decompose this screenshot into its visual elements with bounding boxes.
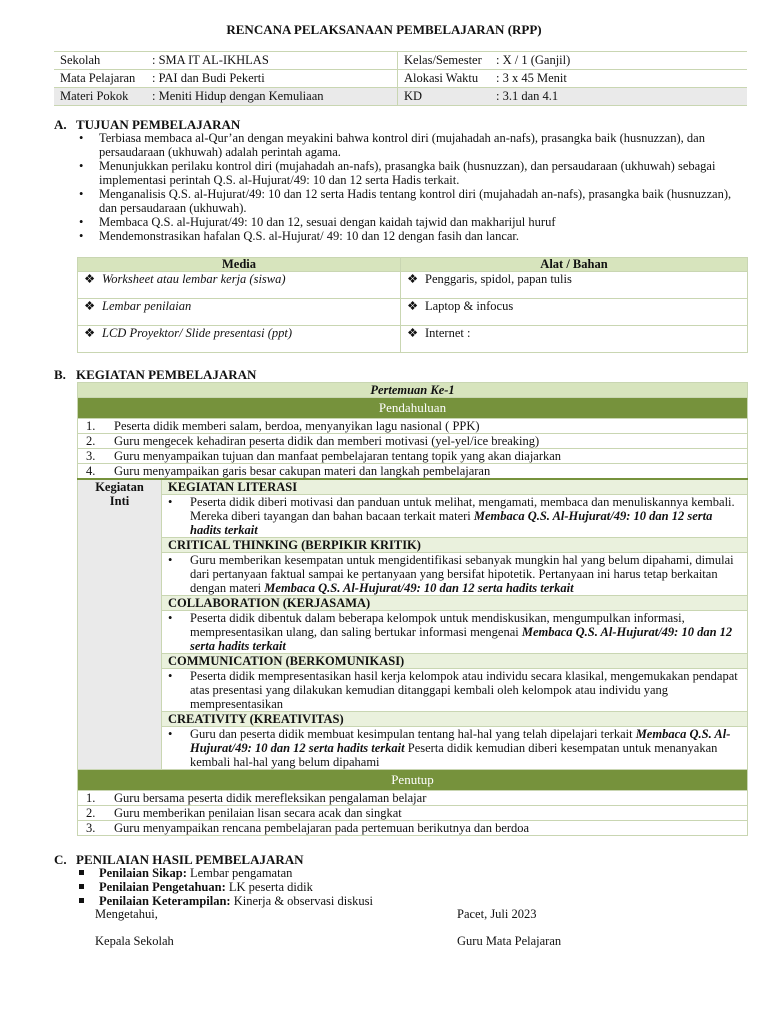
creativity-heading: CREATIVITY (KREATIVITAS) bbox=[162, 712, 748, 727]
section-c-heading: C. PENILAIAN HASIL PEMBELAJARAN bbox=[54, 852, 304, 867]
class-value: : X / 1 (Ganjil) bbox=[496, 53, 571, 67]
table-row: 1. Peserta didik memberi salam, berdoa, menyanyikan lagu nasional ( PPK) bbox=[78, 419, 748, 434]
topic-label: Materi Pokok bbox=[60, 89, 129, 103]
bullet-icon: • bbox=[79, 131, 84, 145]
class-label: Kelas/Semester bbox=[404, 53, 482, 67]
table-row: 3. Guru menyampaikan rencana pembelajaran pada pertemuan berikutnya dan berdoa bbox=[78, 821, 748, 836]
alat-header: Alat / Bahan bbox=[401, 258, 748, 272]
collaboration-heading: COLLABORATION (KERJASAMA) bbox=[162, 596, 748, 611]
diamond-bullet-icon: ❖ bbox=[407, 299, 419, 313]
table-row: 2. Guru memberikan penilaian lisan secara acak dan singkat bbox=[78, 806, 748, 821]
sign-right-date: Pacet, Juli 2023 bbox=[457, 907, 537, 921]
communication-item: • Peserta didik mempresentasikan hasil kerja kelompok atau individu secara klasikal, mengemukakan pendapat atas presentasi yang dilakukan kemudian ditanggapi kembali oleh kelompok atau individu yang mempresentasikan bbox=[162, 669, 748, 712]
critical-item: • Guru memberikan kesempatan untuk mengidentifikasi sebanyak mungkin hal yang belum dipahami, dimulai dari pertanyaan faktual sampai ke pertanyaan yang bersifat hipotetik. Pertanyaan ini harus tetap berkaitan dengan materi Membaca Q.S. Al-Hujurat/49: 10 dan 12 serta hadits terkait bbox=[162, 553, 748, 596]
section-a-heading: A. TUJUAN PEMBELAJARAN bbox=[54, 117, 241, 132]
inti-label: Kegiatan Inti bbox=[78, 479, 162, 770]
sign-left-role: Kepala Sekolah bbox=[95, 934, 174, 948]
diamond-bullet-icon: ❖ bbox=[84, 272, 96, 286]
bullet-icon: • bbox=[79, 187, 84, 201]
bullet-icon: • bbox=[168, 495, 173, 509]
literasi-item: • Peserta didik diberi motivasi dan panduan untuk melihat, mengamati, membaca dan menuliskannya kembali. Mereka diberi tayangan dan bahan bacaan terkait materi Membaca Q.S. Al-Hujurat/49: 10 dan 12 serta hadits terkait bbox=[162, 495, 748, 538]
table-row: ❖ Lembar penilaian ❖ Laptop & infocus bbox=[78, 299, 748, 326]
square-bullet-icon bbox=[79, 870, 84, 875]
literasi-heading: KEGIATAN LITERASI bbox=[162, 479, 748, 495]
table-row: ❖ LCD Proyektor/ Slide presentasi (ppt) ❖ Internet : bbox=[78, 326, 748, 353]
bullet-icon: • bbox=[168, 669, 173, 683]
diamond-bullet-icon: ❖ bbox=[84, 299, 96, 313]
list-item: Penilaian Pengetahuan: LK peserta didik bbox=[77, 880, 373, 894]
collaboration-item: • Peserta didik dibentuk dalam beberapa kelompok untuk mendiskusikan, mengumpulkan informasi, mempresentasikan ulang, dan saling bertukar informasi mengenai Membaca Q.S. Al-Hujurat/49: 10 dan 12 serta hadits terkait bbox=[162, 611, 748, 654]
communication-heading: COMMUNICATION (BERKOMUNIKASI) bbox=[162, 654, 748, 669]
time-value: : 3 x 45 Menit bbox=[496, 71, 567, 85]
table-row: 3. Guru menyampaikan tujuan dan manfaat pembelajaran tentang topik yang akan diajarkan bbox=[78, 449, 748, 464]
assessment-list bbox=[77, 866, 373, 908]
subject-value: : PAI dan Budi Pekerti bbox=[152, 71, 265, 85]
objectives-list bbox=[77, 131, 747, 243]
creativity-item: • Guru dan peserta didik membuat kesimpulan tentang hal-hal yang telah dipelajari terkait Membaca Q.S. Al-Hujurat/49: 10 dan 12 serta hadits terkait Peserta didik kemudian diberi kesempatan untuk menanyakan kembali hal-hal yang belum dipahami bbox=[162, 727, 748, 770]
kd-value: : 3.1 dan 4.1 bbox=[496, 89, 559, 103]
media-table bbox=[77, 257, 748, 353]
topic-value: : Meniti Hidup dengan Kemuliaan bbox=[152, 89, 324, 103]
list-item: Penilaian Sikap: Lembar pengamatan bbox=[77, 866, 373, 880]
table-row: 1. Guru bersama peserta didik merefleksikan pengalaman belajar bbox=[78, 791, 748, 806]
identity-row bbox=[54, 52, 747, 70]
diamond-bullet-icon: ❖ bbox=[407, 272, 419, 286]
list-item: • Menunjukkan perilaku kontrol diri (mujahadah an-nafs), prasangka baik (husnuzzan), dan persaudaraan (ukhuwah) sebagai implementasi perintah Q.S. al-Hujurat/49: 10 dan 12 serta Hadis terkait. bbox=[79, 159, 716, 187]
bullet-icon: • bbox=[168, 553, 173, 567]
square-bullet-icon bbox=[79, 898, 84, 903]
diamond-bullet-icon: ❖ bbox=[407, 326, 419, 340]
identity-table bbox=[54, 51, 747, 106]
time-label: Alokasi Waktu bbox=[404, 71, 479, 85]
school-label: Sekolah bbox=[60, 53, 101, 67]
bullet-icon: • bbox=[79, 215, 84, 229]
bullet-icon: • bbox=[168, 727, 173, 741]
sign-right-role: Guru Mata Pelajaran bbox=[457, 934, 562, 948]
list-item: • Terbiasa membaca al-Qur’an dengan meyakini bahwa kontrol diri (mujahadah an-nafs), prasangka baik (husnuzzan), dan persaudaraan (ukhuwah) adalah perintah agama. bbox=[79, 131, 705, 159]
table-row: 4. Guru menyampaikan garis besar cakupan materi dan langkah pembelajaran bbox=[78, 464, 748, 480]
media-header: Media bbox=[78, 258, 401, 272]
subject-label: Mata Pelajaran bbox=[60, 71, 136, 85]
critical-heading: CRITICAL THINKING (BERPIKIR KRITIK) bbox=[162, 538, 748, 553]
kd-label: KD bbox=[404, 89, 423, 103]
diamond-bullet-icon: ❖ bbox=[84, 326, 96, 340]
meeting-label: Pertemuan Ke-1 bbox=[78, 383, 748, 398]
identity-row bbox=[54, 88, 747, 106]
bullet-icon: • bbox=[79, 229, 84, 243]
penutup-bar: Penutup bbox=[78, 770, 748, 791]
list-item: • Mendemonstrasikan hafalan Q.S. al-Hujurat/ 49: 10 dan 12 dengan fasih dan lancar. bbox=[79, 229, 520, 243]
list-item: Penilaian Keterampilan: Kinerja & observasi diskusi bbox=[77, 894, 373, 908]
section-b-heading: B. KEGIATAN PEMBELAJARAN bbox=[54, 367, 257, 382]
identity-row bbox=[54, 70, 747, 88]
table-row: 2. Guru mengecek kehadiran peserta didik dan memberi motivasi (yel-yel/ice breaking) bbox=[78, 434, 748, 449]
bullet-icon: • bbox=[79, 159, 84, 173]
pendahuluan-bar: Pendahuluan bbox=[78, 398, 748, 419]
list-item: • Menganalisis Q.S. al-Hujurat/49: 10 dan 12 serta Hadis tentang kontrol diri (mujahadah an-nafs), prasangka baik (husnuzzan), dan persaudaraan (ukhuwah). bbox=[79, 187, 732, 215]
activities-table bbox=[77, 382, 748, 836]
bullet-icon: • bbox=[168, 611, 173, 625]
table-row: ❖ Worksheet atau lembar kerja (siswa) ❖ Penggaris, spidol, papan tulis bbox=[78, 272, 748, 299]
sign-left-top: Mengetahui, bbox=[95, 907, 158, 921]
document-title: RENCANA PELAKSANAAN PEMBELAJARAN (RPP) bbox=[226, 22, 542, 37]
list-item: • Membaca Q.S. al-Hujurat/49: 10 dan 12, sesuai dengan kaidah tajwid dan makharijul huruf bbox=[79, 215, 556, 229]
square-bullet-icon bbox=[79, 884, 84, 889]
school-value: : SMA IT AL-IKHLAS bbox=[152, 53, 269, 67]
